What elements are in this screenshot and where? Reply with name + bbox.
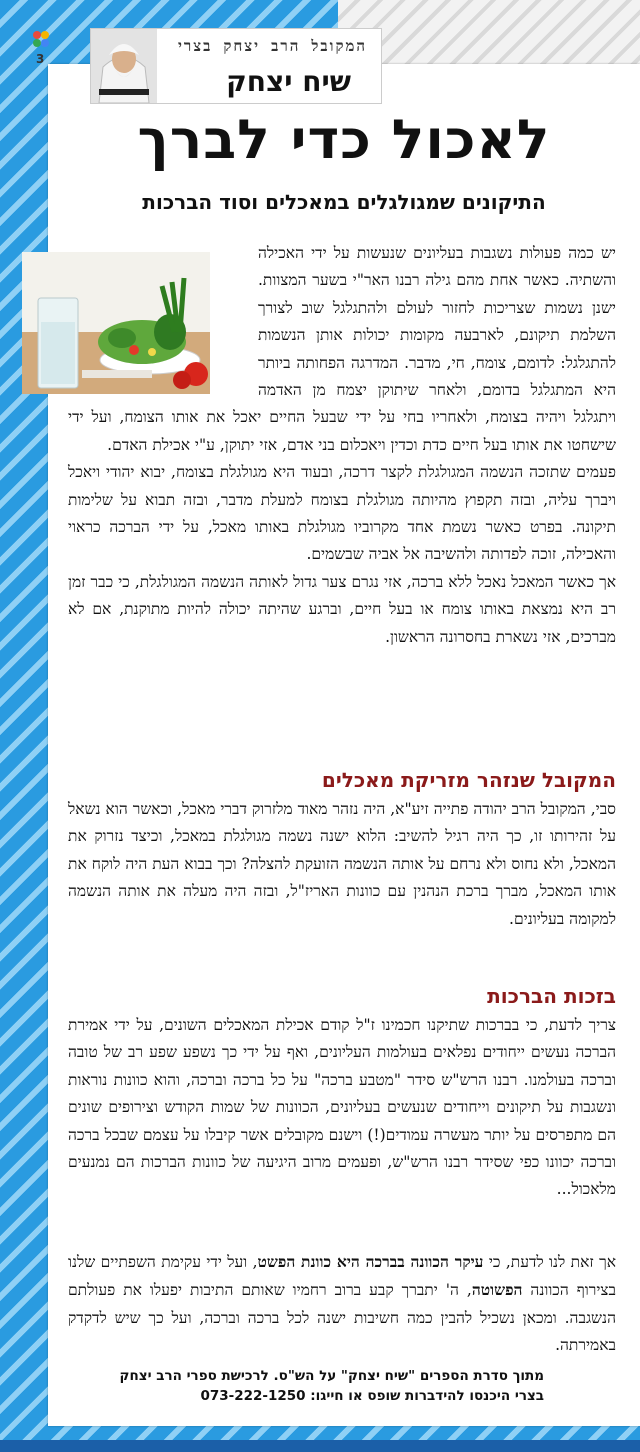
section-heading-1: המקובל שנזהר מזריקת מאכלים [321,768,616,792]
paragraph-1: יש כמה פעולות נשגבות בעליונים שנעשות על ידי האכילה והשתיה. כאשר אחת מהם גילה רבנו האר"י בשער המצוות. ישנן נשמות שצריכות לחזור לעולם ולהתגלגל שוב לצורך השלמת תיקונם, לארבעה מקומות יכולות אותן הנשמות להתגלגל: לדומם, צומח, חי, מדבר. המדרגה הפחותה ביותר היא המתגלגל בדומם, ולאחר שיתוקן יצמח מן האדמה ויתגלגל ויהיה בצומח, ולאחריו בחי על ידי שבעל החיים יאכל את אותו הצומח, ועל ידי שישחטו את אותו בעל חיים כדת וכדין ויאכלום בני אדם, אזי יתוקן, ע"י אכילת האדם. [68,244,616,454]
page-number: 3 [36,52,45,66]
bottom-band [0,1440,640,1452]
series-author: המקובל הרב יצחק בצרי [177,37,367,55]
image-spacer [68,240,258,404]
column-header [90,28,382,104]
section-2-text-2 [68,1248,616,1360]
column-name: שיח יצחק [226,65,351,98]
publisher-logo-icon [30,28,52,50]
article-subtitle: התיקונים שמגולגלים במאכלים וסוד הברכות [142,190,546,214]
bold-run: עיקר הכוונה בברכה היא כוונת הפשט [257,1252,484,1271]
section-2-text-1: צריך לדעת, כי בברכות שתיקנו חכמינו ז"ל קודם אכילת המאכלים השונים, על ידי אמירת הברכה נעשים ייחודים נפלאים בעולמות העליונים, ואף על ידי כך נשפע שפע רב של טובה וברכה בעולמנו. רבנו הרש"ש סידר "מטבע ברכה" על כל ברכה וברכה, והוא כוונות נוראות ונשגבות על תיקונים וייחודים שנעשים בעליונים, הכוונות של שמות הקודש וצירופים שונים הם מתפרסים על יותר מעשרה עמודים(!) וישנם מקובלים אשר קיבלו על עצמם שבכל ברכה וברכה יכוונו כפי שסידר רבנו הרש"ש, ופעמים מרוב היגיעה של כוונות הברכות הם נמנעים מלאכול... [68,1016,616,1199]
bold-run: הפשוטה [471,1280,523,1300]
paragraph-2: פעמים שתזכה הנשמה המגולגלת לקצר דרכה, ובעוד היא מגולגלת בצומח, יבוא יהודי ויאכל ויברך עליה, ובזה תקפוץ מהיותה מגולגלת בצומח למעלת מדבר, ובזה תבוא על שלימות תיקונה. בפרט כאשר נשמת אחד מקרוביו מגולגלת באותו מאכל, על ידי הברכה כראוי והאכילה, זוכה לפדותה ולהשיבה אל אביה שבשמים. [68,463,616,564]
top-decorative-strip [338,0,640,64]
section-heading-2: בזכות הברכות [487,984,616,1008]
rabbi-portrait [91,29,157,103]
text-run: , ועל ידי עקימת השפתיים שלנו בצירוף הכוונה [68,1253,617,1300]
article-footer [120,1366,544,1406]
article-body-intro [68,240,616,651]
footer-line-2: בצרי היכנסו להידברות שופס או חייגו: 073-222-1250 [200,1388,544,1404]
footer-line-1: מתוך סדרת הספרים "שיח יצחק" על הש"ס. לרכישת ספרי הרב יצחק [119,1368,544,1384]
text-run: אך זאת לנו לדעת, כי [483,1253,616,1271]
section-1-text: סבי, המקובל הרב יהודה פתייה זיע"א, היה נזהר מאוד מלזרוק דברי מאכל, וכאשר הוא נשאל על זהירותו זו, כך היה רגיל להשיב: הלוא ישנה נשמה מגולגלת במאכל, וכיצד נזרוק את המאכל, ולא נחוס ולא נרחם על אותה הנשמה הזועקת להצלה? וכך בבוא העת היה לוקח את אותו המאכל, מברך ברכת הנהנין עם כוונות האריז"ל, ובזה היה מעלה את אותה הנשמה למקומה בעליונים. [68,800,616,928]
text-run: , ה' יתברך קבע ברוב רחמיו שאותם התיבות יפעלו את פעולתם הנשגבה. ומכאן נשכיל להבין כמה חשיבות ישנה לכל ברכה וברכה, ועל כך שיש לדקדק באמירתה. [68,1281,616,1355]
paragraph-3: אך כאשר המאכל נאכל ללא ברכה, אזי נגרם צער גדול לאותה הנשמה המגולגלת, כי כבר זמן רב היא נמצאת באותו צומח או בעל חיים, וברגע שהיתה יכולה להיות מתוקנת, אם לא מברכים, אזי נשארת בחסרונה הראשון. [68,572,616,646]
article-title: לאכול כדי לברך [137,108,551,171]
